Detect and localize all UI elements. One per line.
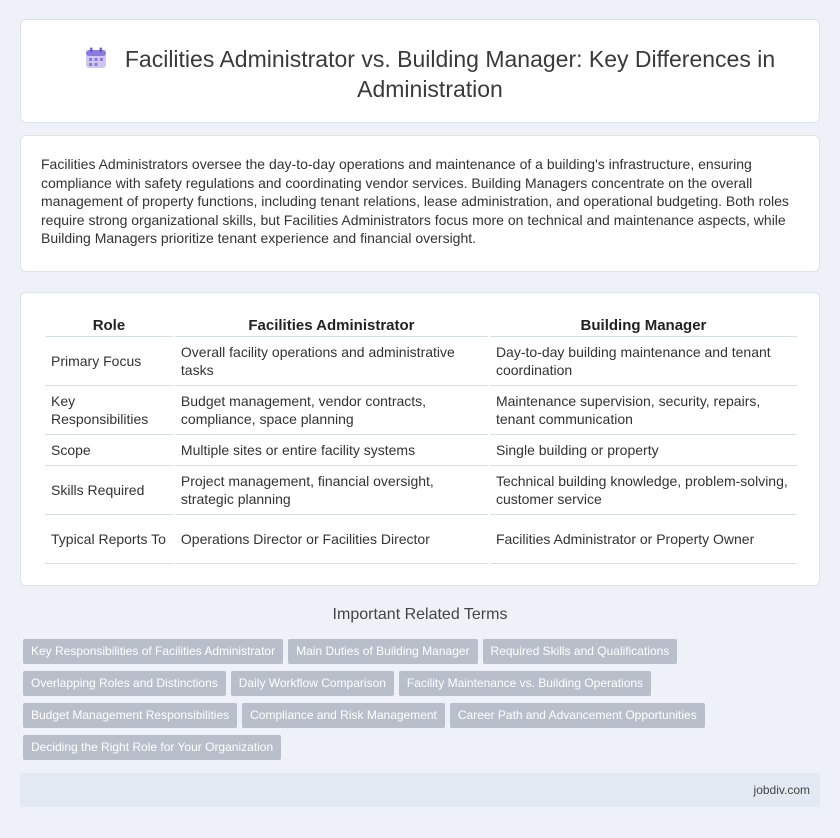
related-term-tag[interactable]: Main Duties of Building Manager: [288, 639, 477, 664]
row-label: Typical Reports To: [45, 515, 173, 564]
related-term-tag[interactable]: Compliance and Risk Management: [242, 703, 445, 728]
related-term-tag[interactable]: Key Responsibilities of Facilities Administrator: [23, 639, 283, 664]
header-facilities-administrator: Facilities Administrator: [175, 315, 488, 337]
comparison-table-card: [20, 292, 820, 586]
table-cell: Project management, financial oversight, strategic planning: [175, 466, 488, 515]
related-term-tag[interactable]: Required Skills and Qualifications: [483, 639, 678, 664]
intro-card: [20, 135, 820, 272]
intro-paragraph: Facilities Administrators oversee the day-to-day operations and maintenance of a building's infrastructure, ensuring compliance with safety regulations and coordinating vendor services. Building Managers concentrate on the overall management of property functions, including tenant relations, lease administration, and operational budgeting. Both roles require strong organizational skills, but Facilities Administrators focus more on technical and maintenance aspects, while Building Managers prioritize tenant experience and financial oversight.: [41, 156, 789, 246]
table-cell: Facilities Administrator or Property Owner: [490, 515, 797, 564]
related-term-tag[interactable]: Career Path and Advancement Opportunities: [450, 703, 705, 728]
row-label: Key Responsibilities: [45, 386, 173, 435]
related-terms-heading: Important Related Terms: [332, 606, 508, 623]
table-cell: Day-to-day building maintenance and tenant coordination: [490, 337, 797, 386]
table-cell: Single building or property: [490, 435, 797, 466]
table-cell: Overall facility operations and administrative tasks: [175, 337, 488, 386]
comparison-table: [43, 315, 799, 564]
calendar-icon: [85, 47, 107, 69]
table-row: [45, 435, 797, 466]
header-role: Role: [45, 315, 173, 337]
related-terms-list: [23, 639, 703, 767]
table-row: [45, 337, 797, 386]
title-text: Facilities Administrator vs. Building Manager: Key Differences in Administration: [124, 46, 776, 102]
table-cell: Budget management, vendor contracts, compliance, space planning: [175, 386, 488, 435]
footer-site-link[interactable]: jobdiv.com: [753, 783, 810, 797]
header-building-manager: Building Manager: [490, 315, 797, 337]
table-row: [45, 386, 797, 435]
table-cell: Operations Director or Facilities Director: [175, 515, 488, 564]
related-term-tag[interactable]: Daily Workflow Comparison: [231, 671, 394, 696]
table-cell: Multiple sites or entire facility systems: [175, 435, 488, 466]
related-term-tag[interactable]: Budget Management Responsibilities: [23, 703, 237, 728]
row-label: Scope: [45, 435, 173, 466]
table-row: [45, 466, 797, 515]
page-title: [61, 44, 799, 104]
table-cell: Maintenance supervision, security, repairs, tenant communication: [490, 386, 797, 435]
related-term-tag[interactable]: Facility Maintenance vs. Building Operations: [399, 671, 651, 696]
row-label: Skills Required: [45, 466, 173, 515]
row-label: Primary Focus: [45, 337, 173, 386]
table-header-row: [45, 315, 797, 337]
related-term-tag[interactable]: Deciding the Right Role for Your Organization: [23, 735, 281, 760]
related-term-tag[interactable]: Overlapping Roles and Distinctions: [23, 671, 226, 696]
table-cell: Technical building knowledge, problem-solving, customer service: [490, 466, 797, 515]
footer: [20, 773, 820, 807]
title-card: [20, 19, 820, 123]
table-row: [45, 515, 797, 564]
